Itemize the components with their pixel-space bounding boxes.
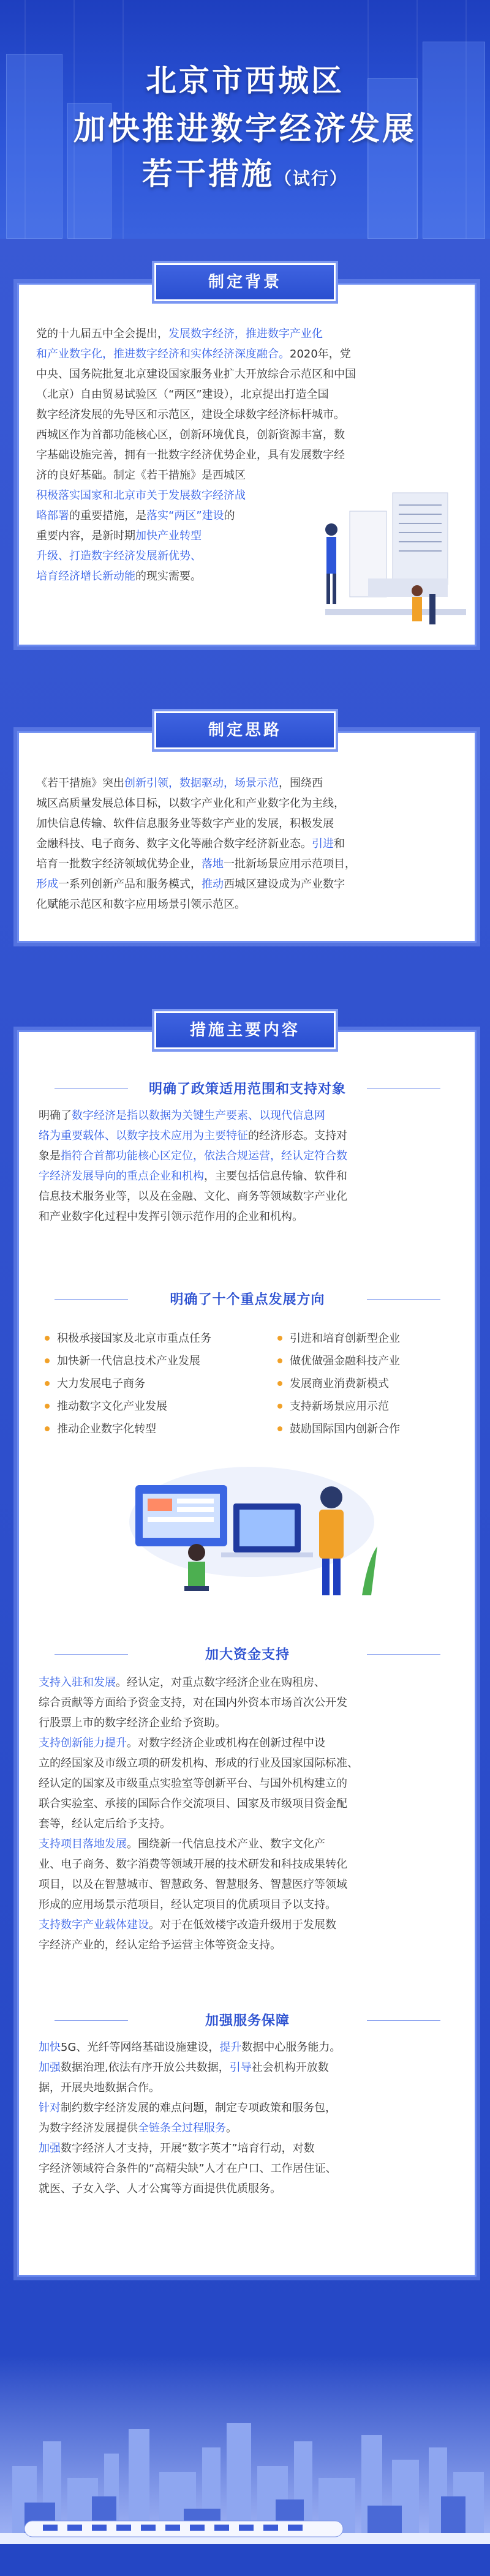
direction-item: 支持新场景应用示范 (276, 1395, 460, 1418)
direction-item: 发展商业消费新模式 (276, 1372, 460, 1395)
text-line: 络为重要载体、以数字技术应用为主要特征的经济形态。支持对 (39, 1129, 347, 1142)
text-line: 培育一批数字经济领域优势企业，落地一批新场景应用示范项目， (36, 858, 356, 871)
text-line: （北京）自由贸易试验区（“两区”建设），北京提出打造全国 (36, 388, 329, 401)
direction-item: 推动企业数字化转型 (43, 1418, 252, 1440)
text-line: 项目，以及在智慧城市、智慧政务、智慧服务、智慧医疗等领域 (39, 1878, 347, 1891)
text-line: 综合贡献等方面给予资金支持，对在国内外资本市场首次公开发 (39, 1696, 347, 1709)
text-line: 就医、子女入学、人才公寓等方面提供优质服务。 (39, 2182, 281, 2195)
text-line: 支持创新能力提升。对数字经济企业或机构在创新过程中设 (39, 1737, 325, 1750)
text-line: 济的良好基础。制定《若干措施》是西城区 (36, 469, 246, 482)
text-line: 为数字经济发展提供全链条全过程服务。 (39, 2122, 237, 2135)
text-line: 和产业数字化过程中发挥引领示范作用的企业和机构。 (39, 1210, 303, 1223)
title-line-2: 加快推进数字经济发展 (73, 111, 417, 148)
section-approach (17, 731, 477, 943)
text-line: 支持数字产业载体建设。对于在低效楼宇改造升级用于发展数 (39, 1919, 336, 1931)
text-line: 加快信息传输、软件信息服务业等数字产业的发展，积极发展 (36, 817, 334, 830)
direction-item: 鼓励国际国内创新合作 (276, 1418, 460, 1440)
text-line: 形成一系列创新产品和服务模式，推动西城区建设成为产业数字 (36, 878, 345, 891)
section-measures-title: 措施主要内容 (154, 1011, 336, 1049)
text-line: 行股票上市的数字经济企业给予资助。 (39, 1717, 226, 1729)
text-line: 略部署的重要措施，是落实“两区”建设的 (36, 509, 235, 522)
scope-text (39, 1106, 461, 1227)
text-line: 党的十九届五中全会提出，发展数字经济，推进数字产业化 (36, 328, 323, 340)
text-line: 培育经济增长新动能的现实需要。 (36, 570, 202, 583)
section-background (17, 283, 477, 646)
text-line: 字基础设施完善，拥有一批数字经济优势企业，具有发展数字经 (36, 449, 345, 462)
section-background-title: 制定背景 (154, 263, 336, 301)
sub-heading-service: 加强服务保障 (55, 2010, 440, 2029)
text-line: 和产业数字化，推进数字经济和实体经济深度融合。2020年，党 (36, 348, 351, 361)
text-line: 重要内容，是新时期加快产业转型 (36, 530, 202, 542)
text-line: 字经济领域符合条件的“高精尖缺”人才在户口、工作居住证、 (39, 2162, 337, 2175)
approach-text (36, 773, 459, 915)
text-line: 升级、打造数字经济发展新优势、 (36, 550, 202, 563)
text-line: 加快5G、光纤等网络基础设施建设，提升数据中心服务能力。 (39, 2041, 341, 2054)
text-line: 金融科技、电子商务、数字文化等融合数字经济新业态。引进和 (36, 837, 345, 850)
direction-item: 大力发展电子商务 (43, 1372, 252, 1395)
text-line: 信息技术服务业等，以及在金融、文化、商务等领域数字产业化 (39, 1190, 347, 1203)
text-line: 积极落实国家和北京市关于发展数字经济战 (36, 489, 246, 502)
directions-right-list (276, 1327, 460, 1440)
section-approach-title: 制定思路 (154, 711, 336, 749)
text-line: 加强数字经济人才支持，开展“数字英才”培育行动，对数 (39, 2142, 315, 2155)
sub-heading-scope: 明确了政策适用范围和支持对象 (55, 1079, 440, 1098)
text-line: 字经济发展导向的重点企业和机构，主要包括信息传输、软件和 (39, 1170, 347, 1183)
direction-item: 推动数字文化产业发展 (43, 1395, 252, 1418)
city-skyline-illustration (0, 2356, 490, 2576)
text-line: 支持项目落地发展。围绕新一代信息技术产业、数字文化产 (39, 1838, 325, 1851)
text-line: 业、电子商务、数字消费等领域开展的技术研发和科技成果转化 (39, 1858, 347, 1871)
text-line: 《若干措施》突出创新引领，数据驱动，场景示范，围绕西 (36, 777, 323, 790)
title-line-1: 北京市西城区 (146, 63, 344, 99)
direction-item: 引进和培育创新型企业 (276, 1327, 460, 1350)
direction-item: 加快新一代信息技术产业发展 (43, 1350, 252, 1372)
text-line: 针对制约数字经济发展的难点问题，制定专项政策和服务包， (39, 2102, 336, 2114)
sub-heading-directions: 明确了十个重点发展方向 (55, 1289, 440, 1308)
text-line: 字经济产业的，经认定给予运营主体等资金支持。 (39, 1939, 281, 1952)
text-line: 支持入驻和发展。经认定，对重点数字经济企业在购租房、 (39, 1676, 325, 1689)
text-line: 据，开展央地数据合作。 (39, 2081, 160, 2094)
directions-left-list (43, 1327, 252, 1440)
text-line: 加强数据治理,依法有序开放公共数据，引导社会机构开放数 (39, 2061, 329, 2074)
direction-item: 积极承接国家及北京市重点任务 (43, 1327, 252, 1350)
service-text (39, 2037, 461, 2199)
text-line: 象是指符合首都功能核心区定位，依法合规运营，经认定符合数 (39, 1150, 347, 1163)
text-line: 数字经济发展的先导区和示范区，建设全球数字经济标杆城市。 (36, 408, 345, 421)
title-suffix: （试行） (274, 168, 348, 189)
text-line: 西城区作为首都功能核心区，创新环境优良，创新资源丰富，数 (36, 429, 345, 441)
sub-heading-funding: 加大资金支持 (55, 1644, 440, 1663)
funding-text (39, 1672, 461, 1955)
direction-item: 做优做强金融科技产业 (276, 1350, 460, 1372)
text-line: 城区高质量发展总体目标，以数字产业化和产业数字化为主线， (36, 797, 345, 810)
hero-banner (0, 0, 490, 239)
title-line-3: 若干措施（试行） (141, 156, 348, 192)
text-line: 立的经国家及市级立项的研发机构、形成的行业及国家国际标准、 (39, 1757, 358, 1770)
text-line: 联合实验室、承接的国际合作交流项目、国家及市级项目资金配 (39, 1797, 347, 1810)
text-line: 形成的应用场景示范项目，经认定项目的优质项目予以支持。 (39, 1898, 336, 1911)
text-line: 套等，经认定后给予支持。 (39, 1818, 171, 1830)
section-measures (17, 1030, 477, 2277)
text-line: 化赋能示范区和数字应用场景引领示范区。 (36, 898, 246, 911)
documents-illustration (307, 487, 466, 634)
team-illustration (111, 1461, 393, 1608)
text-line: 中央、国务院批复北京建设国家服务业扩大开放综合示范区和中国 (36, 368, 356, 381)
text-line: 明确了数字经济是指以数据为关键生产要素、以现代信息网 (39, 1109, 325, 1122)
text-line: 经认定的国家及市级重点实验室等创新平台、与国外机构建立的 (39, 1777, 347, 1790)
